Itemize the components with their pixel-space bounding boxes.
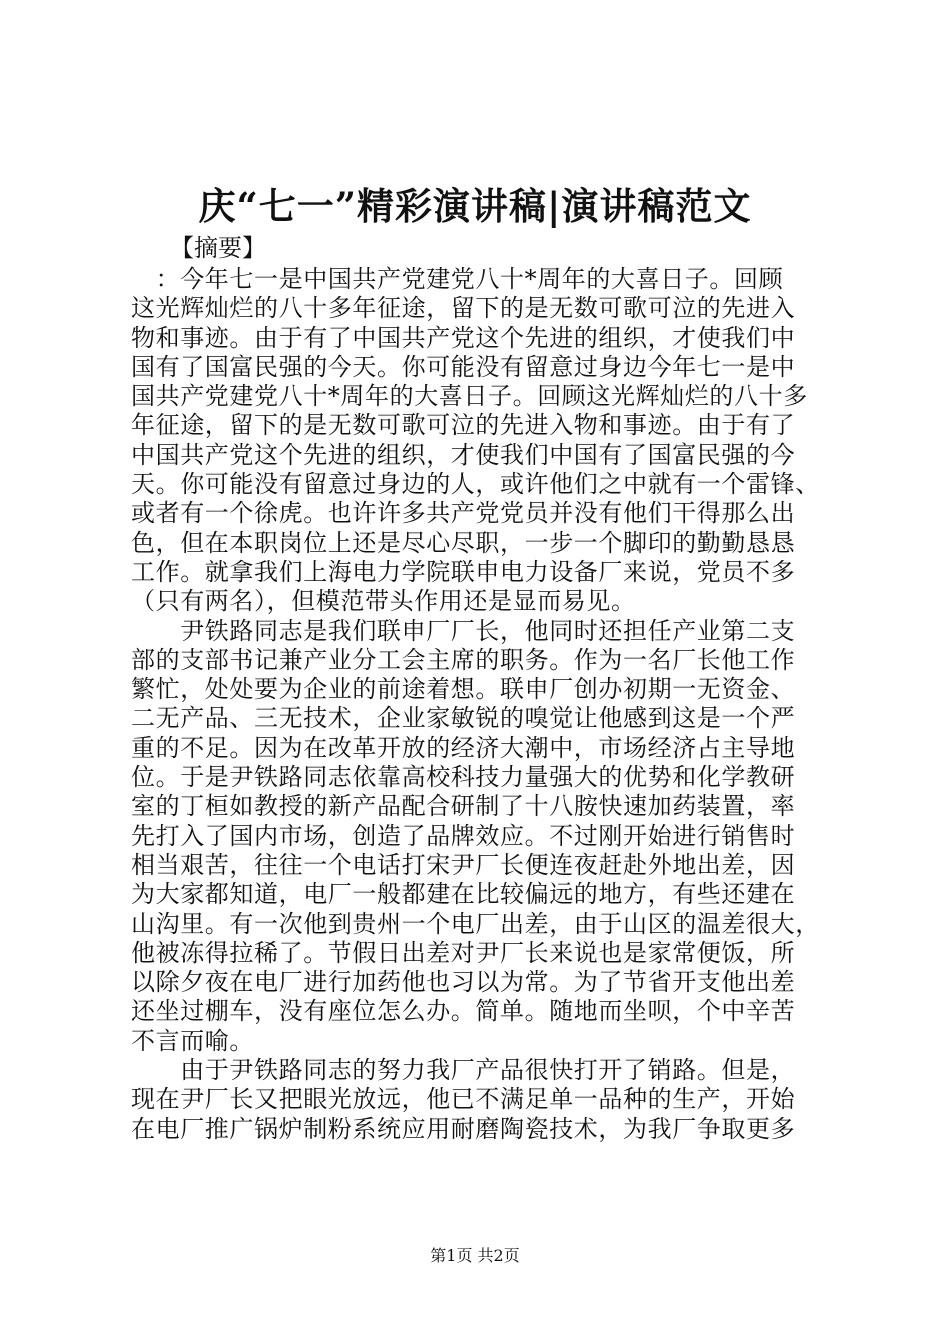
body-line: ：今年七一是中国共产党建党八十*周年的大喜日子。回顾 bbox=[131, 265, 784, 293]
body-line: 先打入了国内市场，创造了品牌效应。不过刚开始进行销售时 bbox=[131, 821, 796, 850]
body-line: 他被冻得拉稀了。节假日出差对尹厂长来说也是家常便饭，所 bbox=[131, 938, 796, 967]
body-line: 由于尹铁路同志的努力我厂产品很快打开了销路。但是， bbox=[131, 1056, 796, 1085]
body-line: 工作。就拿我们上海电力学院联申电力设备厂来说，党员不多 bbox=[131, 557, 796, 586]
body-line: 色，但在本职岗位上还是尽心尽职，一步一个脚印的勤勤恳恳 bbox=[131, 528, 796, 557]
body-line: 在电厂推广锅炉制粉系统应用耐磨陶瓷技术，为我厂争取更多 bbox=[131, 1114, 796, 1143]
body-line: 二无产品、三无技术，企业家敏锐的嗅觉让他感到这是一个严 bbox=[131, 704, 796, 733]
body-line: 国有了国富民强的今天。你可能没有留意过身边今年七一是中 bbox=[131, 352, 796, 381]
body-line: 或者有一个徐虎。也许许多共产党党员并没有他们干得那么出 bbox=[131, 499, 796, 528]
body-line: 中国共产党这个先进的组织，才使我们中国有了国富民强的今 bbox=[131, 440, 796, 469]
body-line: （只有两名），但模范带头作用还是显而易见。 bbox=[131, 587, 636, 616]
body-line: 室的丁桓如教授的新产品配合研制了十八胺快速加药装置，率 bbox=[131, 792, 796, 821]
body-line: 天。你可能没有留意过身边的人，或许他们之中就有一个雷锋、 bbox=[131, 470, 820, 499]
body-line: 部的支部书记兼产业分工会主席的职务。作为一名厂长他工作 bbox=[131, 645, 796, 674]
body-line: 物和事迹。由于有了中国共产党这个先进的组织，才使我们中 bbox=[131, 323, 796, 352]
page-footer: 第1页 共2页 bbox=[430, 1246, 520, 1265]
body-line: 国共产党建党八十*周年的大喜日子。回顾这光辉灿烂的八十多 bbox=[131, 382, 808, 411]
body-line: 位。于是尹铁路同志依靠高校科技力量强大的优势和化学教研 bbox=[131, 763, 796, 792]
body-line: 为大家都知道，电厂一般都建在比较偏远的地方，有些还建在 bbox=[131, 880, 796, 909]
abstract-label: 【摘要】 bbox=[170, 234, 266, 262]
body-line: 不言而喻。 bbox=[131, 1026, 254, 1055]
body-line: 还坐过棚车，没有座位怎么办。简单。随地而坐呗，个中辛苦 bbox=[131, 997, 796, 1026]
document-title: 庆“七一”精彩演讲稿|演讲稿范文 bbox=[198, 184, 752, 228]
body-line: 现在尹厂长又把眼光放远，他已不满足单一品种的生产，开始 bbox=[131, 1085, 796, 1114]
body-line: 繁忙，处处要为企业的前途着想。联申厂创办初期一无资金、 bbox=[131, 675, 796, 704]
body-line: 年征途，留下的是无数可歌可泣的先进入物和事迹。由于有了 bbox=[131, 411, 796, 440]
body-line: 这光辉灿烂的八十多年征途，留下的是无数可歌可泣的先进入 bbox=[131, 294, 796, 323]
body-line: 山沟里。有一次他到贵州一个电厂出差，由于山区的温差很大， bbox=[131, 909, 820, 938]
body-line: 相当艰苦，往往一个电话打宋尹厂长便连夜赶赴外地出差，因 bbox=[131, 850, 796, 879]
body-line: 以除夕夜在电厂进行加药他也习以为常。为了节省开支他出差 bbox=[131, 968, 796, 997]
body-line: 尹铁路同志是我们联申厂厂长，他同时还担任产业第二支 bbox=[131, 616, 796, 645]
body-line: 重的不足。因为在改革开放的经济大潮中，市场经济占主导地 bbox=[131, 733, 796, 762]
body-text bbox=[131, 265, 831, 1144]
